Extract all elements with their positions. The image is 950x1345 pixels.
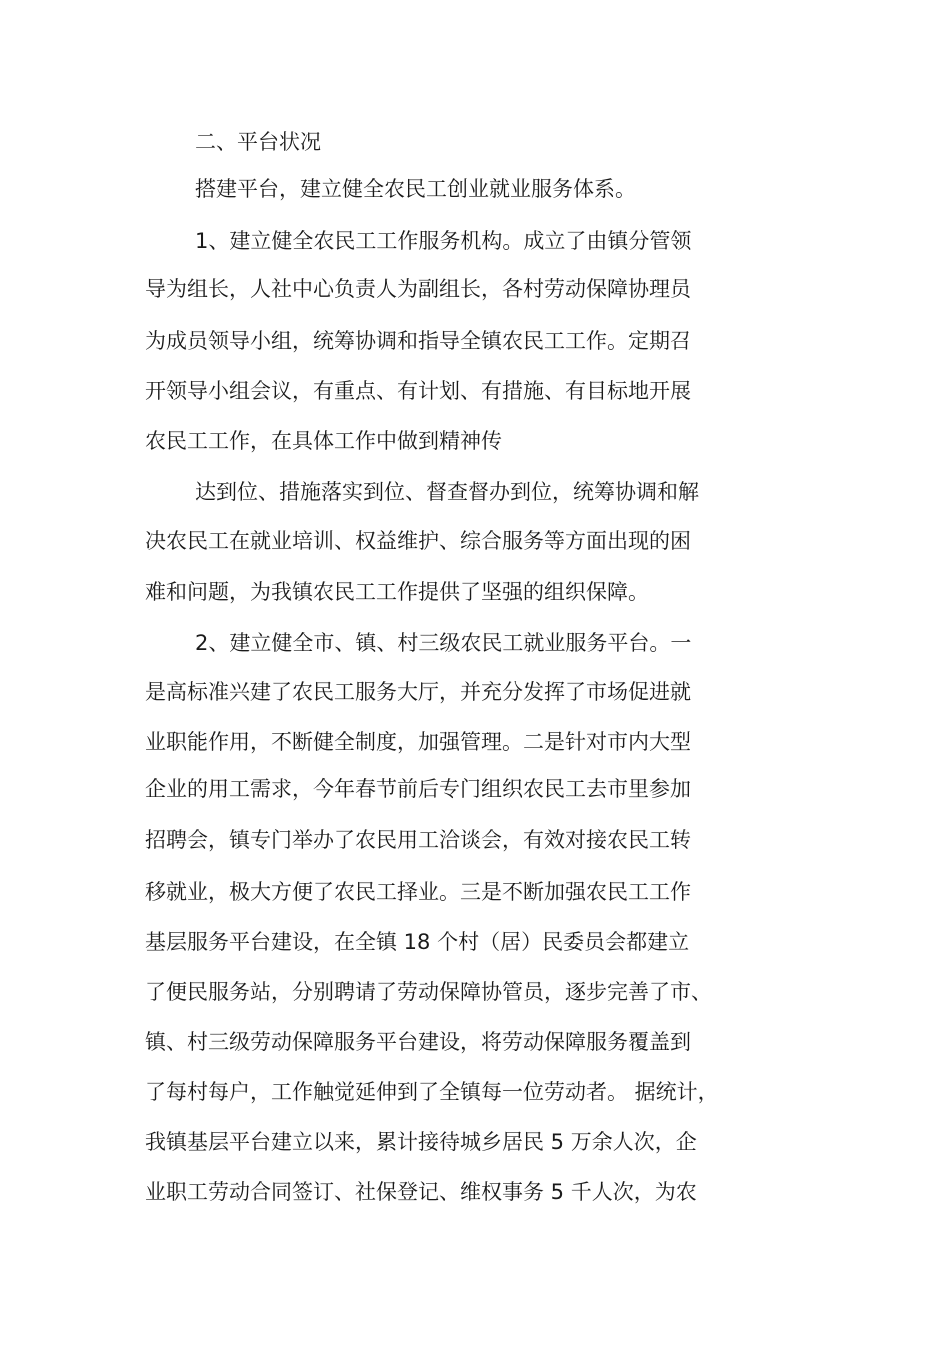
paragraph-3-line-10: 了每村每户，工作触觉延伸到了全镇每一位劳动者。 据统计， bbox=[145, 1080, 719, 1104]
paragraph-2-line-3: 难和问题，为我镇农民工工作提供了坚强的组织保障。 bbox=[145, 580, 649, 604]
paragraph-3-line-3: 业职能作用，不断健全制度，加强管理。二是针对市内大型 bbox=[145, 730, 691, 754]
paragraph-1-line-2: 导为组长，人社中心负责人为副组长，各村劳动保障协理员 bbox=[145, 277, 691, 301]
paragraph-3-line-9: 镇、村三级劳动保障服务平台建设，将劳动保障服务覆盖到 bbox=[145, 1030, 691, 1054]
section-heading: 二、平台状况 bbox=[195, 130, 321, 154]
paragraph-2-line-1: 达到位、措施落实到位、督查督办到位，统筹协调和解 bbox=[195, 480, 699, 504]
paragraph-1-line-5: 农民工工作，在具体工作中做到精神传 bbox=[145, 429, 502, 453]
paragraph-3-line-11: 我镇基层平台建立以来，累计接待城乡居民 5 万余人次，企 bbox=[145, 1130, 697, 1154]
paragraph-1-line-4: 开领导小组会议，有重点、有计划、有措施、有目标地开展 bbox=[145, 379, 691, 403]
paragraph-2-line-2: 决农民工在就业培训、权益维护、综合服务等方面出现的困 bbox=[145, 529, 691, 553]
paragraph-3-line-7: 基层服务平台建设，在全镇 18 个村（居）民委员会都建立 bbox=[145, 930, 690, 954]
paragraph-3-line-5: 招聘会，镇专门举办了农民用工洽谈会，有效对接农民工转 bbox=[145, 828, 691, 852]
paragraph-3-line-6: 移就业，极大方便了农民工择业。三是不断加强农民工工作 bbox=[145, 880, 691, 904]
paragraph-1-line-1: 1、建立健全农民工工作服务机构。成立了由镇分管领 bbox=[195, 229, 692, 253]
intro-line: 搭建平台，建立健全农民工创业就业服务体系。 bbox=[195, 177, 636, 201]
paragraph-1-line-3: 为成员领导小组，统筹协调和指导全镇农民工工作。定期召 bbox=[145, 329, 691, 353]
paragraph-3-line-8: 了便民服务站，分别聘请了劳动保障协管员，逐步完善了市、 bbox=[145, 980, 712, 1004]
paragraph-3-line-1: 2、建立健全市、镇、村三级农民工就业服务平台。一 bbox=[195, 631, 692, 655]
paragraph-3-line-2: 是高标准兴建了农民工服务大厅，并充分发挥了市场促进就 bbox=[145, 680, 691, 704]
paragraph-3-line-12: 业职工劳动合同签订、社保登记、维权事务 5 千人次，为农 bbox=[145, 1180, 697, 1204]
paragraph-3-line-4: 企业的用工需求，今年春节前后专门组织农民工去市里参加 bbox=[145, 777, 691, 801]
